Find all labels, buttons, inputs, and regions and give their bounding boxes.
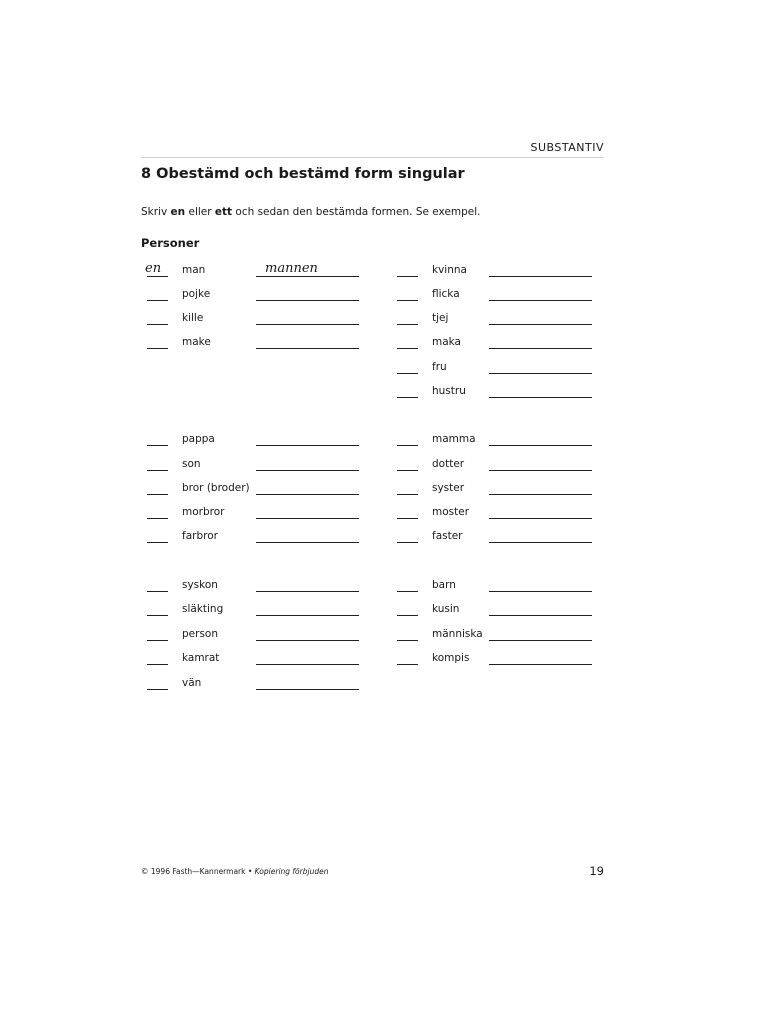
word: vän <box>182 677 202 689</box>
answer-line[interactable] <box>489 348 592 349</box>
article-blank[interactable] <box>147 664 168 665</box>
answer-line[interactable] <box>489 373 592 374</box>
exercise-title: 8 Obestämd och bestämd form singular <box>141 166 465 182</box>
article-blank[interactable] <box>147 300 168 301</box>
word: släkting <box>182 603 224 615</box>
word: kille <box>182 312 204 324</box>
answer-line[interactable] <box>256 664 359 665</box>
word: syskon <box>182 579 218 591</box>
word: make <box>182 336 211 348</box>
answer-line[interactable] <box>489 470 592 471</box>
instruction-prefix: Skriv <box>141 206 171 218</box>
answer-line[interactable] <box>256 494 359 495</box>
word: pappa <box>182 433 215 445</box>
answer-line[interactable] <box>489 640 592 641</box>
article-blank[interactable] <box>397 276 418 277</box>
answer-line[interactable] <box>489 591 592 592</box>
instruction-bold-ett: ett <box>214 206 233 218</box>
word: kamrat <box>182 652 220 664</box>
article-blank[interactable] <box>147 591 168 592</box>
answer-line[interactable] <box>256 348 359 349</box>
answer-line[interactable] <box>256 445 359 446</box>
answer-line[interactable] <box>256 276 359 277</box>
word: fru <box>432 361 447 373</box>
answer-line[interactable] <box>256 470 359 471</box>
instruction-middle: eller <box>185 206 215 218</box>
article-blank[interactable] <box>397 373 418 374</box>
answer-line[interactable] <box>256 324 359 325</box>
article-blank[interactable] <box>397 542 418 543</box>
instruction <box>141 206 481 218</box>
copyright-notice: Kopiering förbjuden <box>254 867 329 876</box>
word: morbror <box>182 506 225 518</box>
word: tjej <box>432 312 449 324</box>
article-blank[interactable] <box>147 615 168 616</box>
word: faster <box>432 530 463 542</box>
answer-line[interactable] <box>256 689 359 690</box>
article-blank[interactable] <box>397 518 418 519</box>
footer-copyright <box>141 867 328 876</box>
word: syster <box>432 482 465 494</box>
answer-line[interactable] <box>489 664 592 665</box>
answer-line[interactable] <box>489 300 592 301</box>
answer-line[interactable] <box>489 494 592 495</box>
answer-line[interactable] <box>256 300 359 301</box>
article-blank[interactable] <box>397 324 418 325</box>
answer-line[interactable] <box>489 276 592 277</box>
article-blank[interactable] <box>397 397 418 398</box>
word: människa <box>432 628 483 640</box>
article-blank[interactable] <box>397 591 418 592</box>
answer-line[interactable] <box>489 397 592 398</box>
article-blank[interactable] <box>397 300 418 301</box>
article-blank[interactable] <box>397 615 418 616</box>
answer-line[interactable] <box>489 445 592 446</box>
header-rule <box>141 157 604 158</box>
copyright-text: © 1996 Fasth—Kannermark • <box>141 867 255 876</box>
answer-line[interactable] <box>256 518 359 519</box>
word: barn <box>432 579 456 591</box>
article-blank[interactable] <box>397 664 418 665</box>
answer-line[interactable] <box>256 591 359 592</box>
article-blank[interactable] <box>147 640 168 641</box>
example-answer: mannen <box>265 261 318 276</box>
article-blank[interactable] <box>147 324 168 325</box>
answer-line[interactable] <box>256 542 359 543</box>
article-blank[interactable] <box>147 348 168 349</box>
article-blank[interactable] <box>147 542 168 543</box>
word: kusin <box>432 603 460 615</box>
article-blank[interactable] <box>397 445 418 446</box>
word: person <box>182 628 218 640</box>
word: bror (broder) <box>182 482 250 494</box>
word: flicka <box>432 288 460 300</box>
word: kvinna <box>432 264 467 276</box>
word: man <box>182 264 206 276</box>
word: dotter <box>432 458 465 470</box>
article-blank[interactable] <box>397 470 418 471</box>
example-article: en <box>145 261 162 276</box>
article-blank[interactable] <box>147 445 168 446</box>
article-blank[interactable] <box>147 276 168 277</box>
page-number: 19 <box>589 864 604 878</box>
article-blank[interactable] <box>397 494 418 495</box>
article-blank[interactable] <box>147 470 168 471</box>
answer-line[interactable] <box>256 640 359 641</box>
word: mamma <box>432 433 476 445</box>
instruction-suffix: och sedan den bestämda formen. Se exempel. <box>232 206 481 218</box>
subheading: Personer <box>141 236 200 250</box>
answer-line[interactable] <box>489 518 592 519</box>
article-blank[interactable] <box>397 640 418 641</box>
word: kompis <box>432 652 470 664</box>
answer-line[interactable] <box>489 615 592 616</box>
article-blank[interactable] <box>397 348 418 349</box>
word: farbror <box>182 530 218 542</box>
word: hustru <box>432 385 466 397</box>
word: pojke <box>182 288 211 300</box>
section-label: SUBSTANTIV <box>530 141 604 154</box>
answer-line[interactable] <box>489 324 592 325</box>
word: son <box>182 458 201 470</box>
answer-line[interactable] <box>489 542 592 543</box>
article-blank[interactable] <box>147 689 168 690</box>
instruction-bold-en: en <box>170 206 186 218</box>
article-blank[interactable] <box>147 518 168 519</box>
word: moster <box>432 506 470 518</box>
answer-line[interactable] <box>256 615 359 616</box>
article-blank[interactable] <box>147 494 168 495</box>
word: maka <box>432 336 461 348</box>
